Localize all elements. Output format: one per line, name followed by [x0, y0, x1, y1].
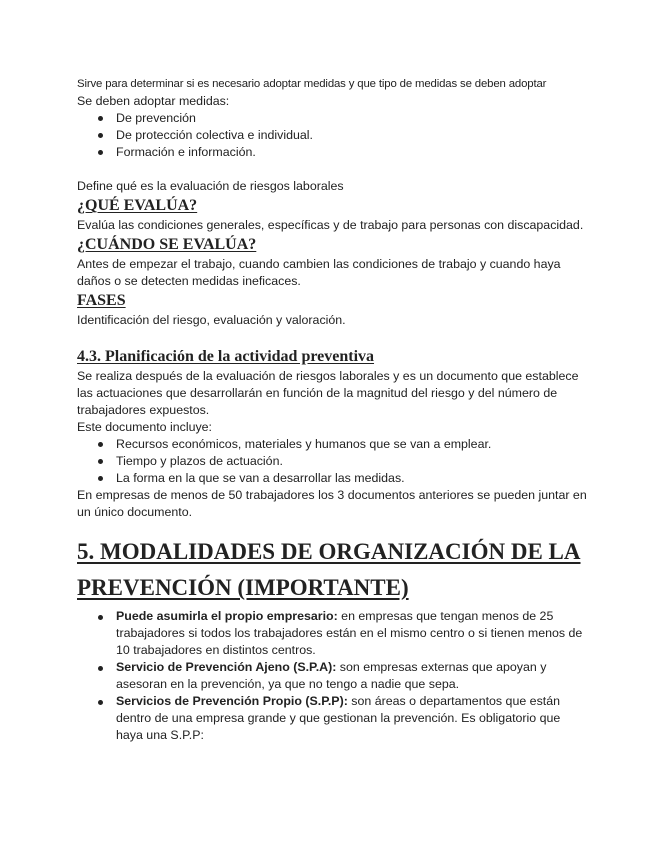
includes-label: Este documento incluye:: [77, 420, 212, 434]
define-line: Define qué es la evaluación de riesgos laborales: [77, 179, 344, 193]
document-page: [77, 76, 587, 744]
item-bold-label: Servicios de Prevención Propio (S.P.P):: [116, 694, 348, 708]
adopt-measures-label: Se deben adoptar medidas:: [77, 94, 230, 108]
list-item: Formación e información.: [116, 144, 587, 161]
cuando-text: Antes de empezar el trabajo, cuando cambien las condiciones de trabajo y cuando haya daños o se detecten medidas ineficaces.: [77, 257, 561, 288]
fases-heading: FASES: [77, 292, 126, 309]
item-text: en empresas que tengan menos de 25 trabajadores si todos los trabajadores están en el mismo centro o si tienen menos de 10 trabajadores en distintos centros.: [116, 609, 583, 657]
planificacion-closing: En empresas de menos de 50 trabajadores los 3 documentos anteriores se pueden juntar en un único documento.: [77, 488, 587, 519]
list-item: Recursos económicos, materiales y humanos que se van a emplear.: [116, 436, 587, 453]
que-evalua-text: Evalúa las condiciones generales, específicas y de trabajo para personas con discapacidad.: [77, 218, 584, 232]
list-item: La forma en la que se van a desarrollar las medidas.: [116, 470, 587, 487]
list-item: [116, 693, 587, 744]
item-bold-label: Servicio de Prevención Ajeno (S.P.A):: [116, 660, 337, 674]
list-item: De prevención: [116, 110, 587, 127]
modalidades-heading-line2: PREVENCIÓN (IMPORTANTE): [77, 575, 409, 600]
modalidades-heading-line1: 5. MODALIDADES DE ORGANIZACIÓN DE LA: [77, 539, 581, 564]
fases-text: Identificación del riesgo, evaluación y valoración.: [77, 313, 346, 327]
measures-list: [77, 110, 587, 161]
intro-line: Sirve para determinar si es necesario adoptar medidas y que tipo de medidas se deben adoptar: [77, 78, 547, 90]
planificacion-heading: 4.3. Planificación de la actividad preventiva: [77, 348, 375, 365]
planificacion-text: Se realiza después de la evaluación de riesgos laborales y es un documento que establece las actuaciones que desarrollarán en función de la magnitud del riesgo y del número de trabajadores expuestos.: [77, 369, 579, 417]
cuando-heading: ¿CUÁNDO SE EVALÚA?: [77, 236, 257, 253]
list-item: De protección colectiva e individual.: [116, 127, 587, 144]
list-item: Tiempo y plazos de actuación.: [116, 453, 587, 470]
item-text: son empresas externas que apoyan y asesoran en la prevención, ya que no tengo a nadie que sepa.: [116, 660, 547, 691]
item-text: son áreas o departamentos que están dentro de una empresa grande y que gestionan la prevención. Es obligatorio que haya una S.P.P:: [116, 694, 561, 742]
list-item: [116, 659, 587, 693]
que-evalua-heading: ¿QUÉ EVALÚA?: [77, 197, 198, 214]
includes-list: [77, 436, 587, 487]
item-bold-label: Puede asumirla el propio empresario:: [116, 609, 338, 623]
modalidades-list: [77, 608, 587, 744]
list-item: [116, 608, 587, 659]
